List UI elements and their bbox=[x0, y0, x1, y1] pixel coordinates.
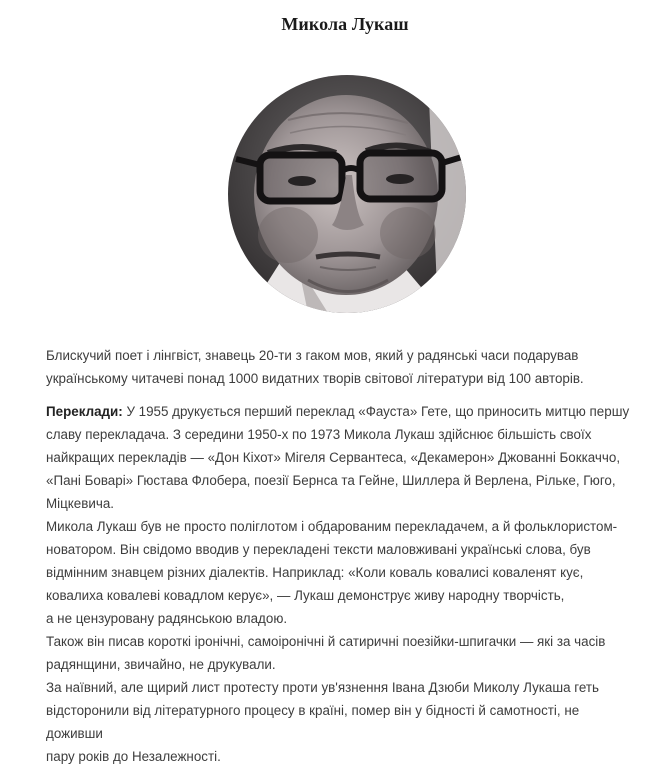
translations-paragraph bbox=[46, 400, 636, 768]
folklore-line: а не цензуровану радянською владою. bbox=[46, 611, 288, 626]
protest-line: За наївний, але щирий лист протесту проти ув'язнення Івана Дзюби Миколу Лукаша геть bbox=[46, 680, 599, 695]
article-title: Микола Лукаш bbox=[281, 14, 409, 34]
folklore-line: Микола Лукаш був не просто поліглотом і обдарованим перекладачем, а й фольклористом- bbox=[46, 519, 618, 534]
intro-paragraph bbox=[46, 344, 636, 390]
intro-line: Блискучий поет і лінгвіст, знавець 20-ти з гаком мов, який у радянські часи подарував bbox=[46, 348, 579, 363]
translations-line: славу перекладача. З середини 1950-х по 1973 Микола Лукаш здійснює більшість своїх bbox=[46, 427, 592, 442]
protest-line: пару років до Незалежності. bbox=[46, 749, 221, 764]
translations-line: найкращих перекладів — «Дон Кіхот» Мігеля Сервантеса, «Декамерон» Джованні Боккаччо, bbox=[46, 450, 621, 465]
folklore-line: відмінним знавцем різних діалектів. Наприклад: «Коли коваль ковалисі коваленят кує, bbox=[46, 565, 584, 580]
portrait-photo bbox=[228, 75, 466, 313]
translations-line: Міцкевича. bbox=[46, 496, 114, 511]
translations-line: У 1955 друкується перший переклад «Фауста» Гете, що приносить митцю першу bbox=[122, 404, 630, 419]
folklore-line: ковалиха ковалеві ковадлом керує», — Лукаш демонструє живу народну творчість, bbox=[46, 588, 565, 603]
portrait-illustration bbox=[228, 75, 466, 313]
protest-line: відсторонили від літературного процесу в країні, помер він у бідності й самотності, не доживши bbox=[46, 703, 580, 741]
epigram-line: Також він писав короткі іронічні, самоіронічні й сатиричні поезійки-шпигачки — які за часів bbox=[46, 634, 606, 649]
article-body bbox=[46, 344, 636, 768]
translations-label: Переклади: bbox=[46, 404, 123, 419]
translations-line: «Пані Боварі» Гюстава Флобера, поезії Бернса та Гейне, Шиллера й Верлена, Рільке, Гюго, bbox=[46, 473, 616, 488]
intro-line: українському читачеві понад 1000 видатних творів світової літератури від 100 авторів. bbox=[46, 371, 584, 386]
epigram-line: радянщини, звичайно, не друкували. bbox=[46, 657, 276, 672]
folklore-line: новатором. Він свідомо вводив у перекладені тексти маловживані українські слова, був bbox=[46, 542, 591, 557]
